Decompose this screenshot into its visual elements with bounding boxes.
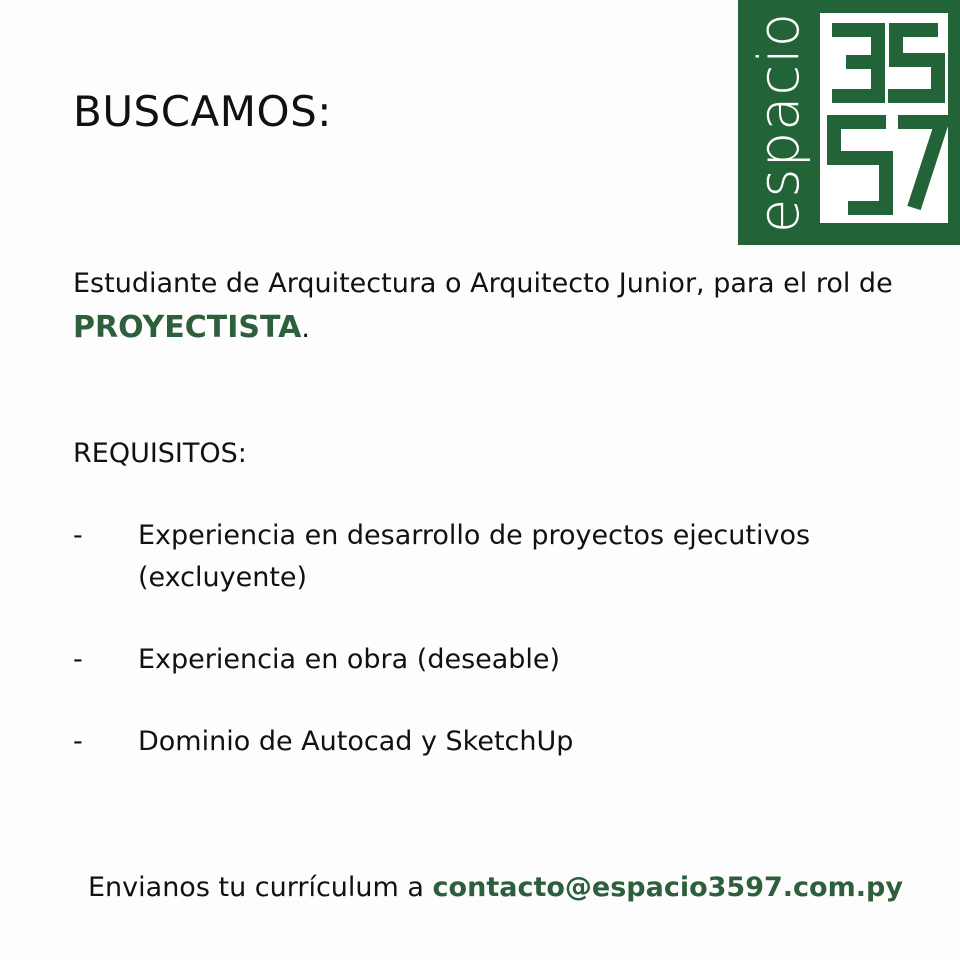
contact-text: Envianos tu currículum a: [88, 872, 424, 903]
logo-wordmark: espacio: [746, 11, 812, 234]
bullet-dash: -: [73, 726, 83, 757]
intro-text: Estudiante de Arquitectura o Arquitecto Junior, para el rol de: [73, 268, 893, 299]
espacio3597-logo: [738, 0, 960, 245]
logo-digits-graphic: [738, 0, 960, 245]
bullet-dash: -: [73, 644, 83, 675]
intro-paragraph: [73, 262, 933, 351]
page-heading: BUSCAMOS:: [73, 87, 332, 136]
requirement-text: Experiencia en desarrollo de proyectos ejecutivos (excluyente): [138, 520, 811, 593]
requirement-text: Experiencia en obra (deseable): [138, 644, 561, 675]
role-highlight: PROYECTISTA: [73, 310, 302, 345]
bullet-dash: -: [73, 520, 83, 551]
contact-email-link[interactable]: contacto@espacio3597.com.py: [432, 872, 903, 903]
requirements-title: REQUISITOS:: [73, 438, 247, 469]
contact-line: [88, 866, 903, 910]
intro-period: .: [301, 313, 310, 344]
requirement-text: Dominio de Autocad y SketchUp: [138, 726, 574, 757]
